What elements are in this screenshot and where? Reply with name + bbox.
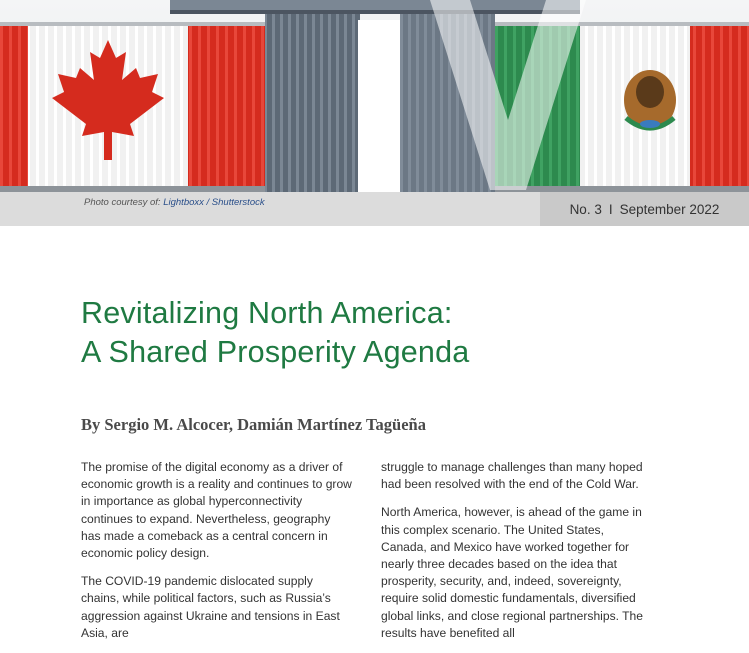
paragraph: struggle to manage challenges than many hoped had been resolved with the end of the Cold War. [381, 460, 643, 492]
issue-separator: I [608, 201, 613, 217]
body-column-right [381, 459, 653, 653]
article-title-line-2: A Shared Prosperity Agenda [81, 335, 470, 369]
article-title [81, 294, 681, 372]
photo-credit-source-link[interactable]: Lightboxx / Shutterstock [163, 197, 265, 208]
paragraph: The promise of the digital economy as a driver of economic growth is a reality and continues to grow in importance as global hyperconnectivity continues to expand. Nevertheless, geography has made a comeback as a central concern in economic policy design. [81, 460, 352, 561]
issue-info-box [540, 192, 749, 226]
body-column-left [81, 459, 353, 653]
issue-date: September 2022 [619, 201, 720, 217]
hero-image [0, 0, 749, 197]
paragraph: North America, however, is ahead of the game in this complex scenario. The United States, Canada, and Mexico have worked together for nearly three decades based on the idea that prosperity, security, and, indeed, sovereignty, require solid domestic fundamentals, diversified global links, and close regional partnerships. The results have benefited all [381, 505, 643, 640]
photo-credit-prefix: Photo courtesy of: [84, 197, 161, 208]
canada-flag-icon [0, 22, 265, 192]
photo-credit [84, 197, 265, 208]
article-title-line-1: Revitalizing North America: [81, 296, 453, 330]
paragraph: The COVID-19 pandemic dislocated supply chains, while political factors, such as Russia’s aggression against Ukraine and tensions in East Asia, are [81, 574, 340, 640]
article-byline: By Sergio M. Alcocer, Damián Martínez Tagüeña [81, 415, 426, 434]
issue-number: No. 3 [569, 201, 602, 217]
